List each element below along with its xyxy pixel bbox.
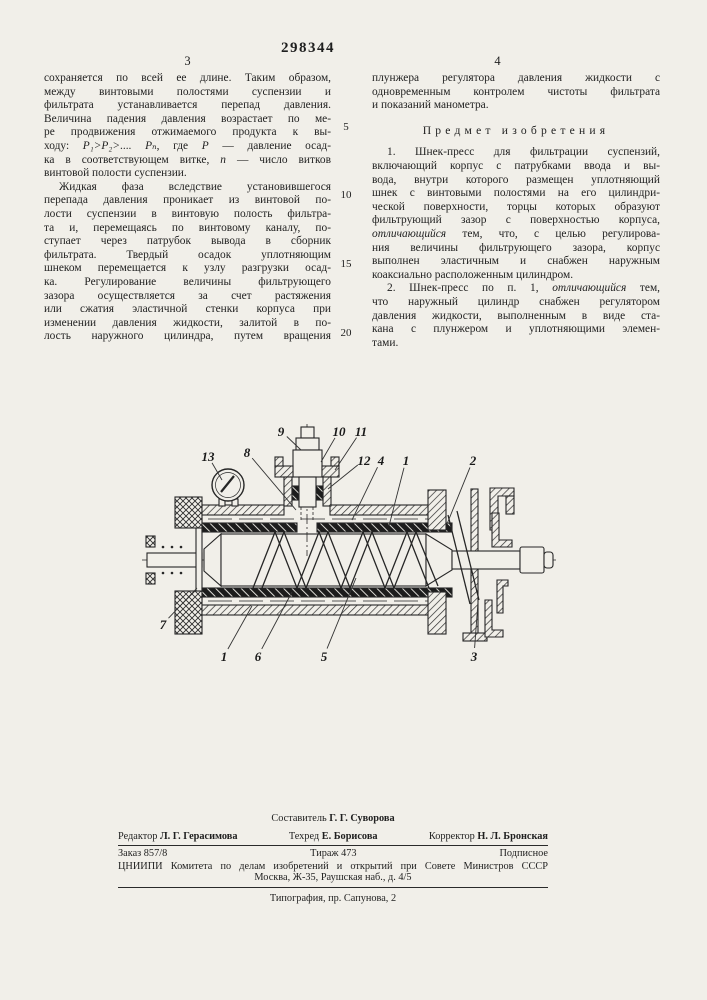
text-line: та и, перемещаясь по винтовому каналу, по- (44, 221, 331, 234)
patent-number: 298344 (281, 40, 335, 56)
text-line: отличающийся тем, что, с целью регулирова- (372, 227, 660, 240)
callout-label: 2 (469, 453, 477, 468)
text-line: 1. Шнек-пресс для фильтрации суспензий, (387, 146, 660, 159)
text-line: фильтрующий зазор с поверхностью корпуса, (372, 214, 660, 227)
text-line: перепада давления проникает из винтовой по- (44, 194, 331, 207)
callout-leader-line (389, 468, 404, 526)
screw-press-figure (140, 413, 560, 675)
callout-label: 5 (320, 649, 328, 664)
text-line: плунжера регулятора давления жидкости с (372, 72, 660, 84)
corrector-cell (429, 831, 548, 843)
text-line: Величина падения давления возрастает по ме- (44, 112, 331, 125)
left-flange-top (175, 497, 202, 528)
text-line: Жидкая фаза вследствие установившегося (59, 180, 331, 193)
page-number-left: 3 (184, 54, 191, 68)
text-line: шнек с винтовыми полостями на его цилиндри- (372, 187, 660, 200)
callout-label: 12 (357, 453, 371, 468)
right-flange-top (428, 490, 446, 530)
text-line: 2. Шнек-пресс по п. 1, отличающийся тем, (387, 282, 660, 295)
text-line: ка. Регулирование величины фильтрующего (44, 275, 331, 288)
subscription-note: Подписное (499, 848, 548, 860)
text-line: включающий корпус с патрубками ввода и вы- (372, 159, 660, 172)
callout-label: 9 (277, 424, 285, 439)
text-line: вода, внутри которого размещен уплотняющий (372, 173, 660, 186)
line-number: 10 (340, 189, 352, 201)
techred-name: Е. Борисова (321, 830, 378, 842)
address-line: Москва, Ж-35, Раушская наб., д. 4/5 (254, 872, 412, 884)
corrector-name: Н. Л. Бронская (477, 830, 548, 842)
corrector-role: Корректор (428, 830, 475, 842)
callout-label: 13 (201, 449, 215, 464)
text-line: лости суспензии в винтовую полость фильтра- (44, 207, 331, 220)
composer-line (118, 813, 548, 825)
text-line: выполнен эластичным и снабжен наружным (372, 255, 660, 268)
callout-leader-line (335, 438, 357, 470)
organization-line: ЦНИИПИ Комитета по делам изобретений и открытий при Совете Министров СССР (118, 860, 548, 872)
page-number-right: 4 (494, 54, 501, 68)
text-line: ступает через патрубок вывода в сборник (44, 235, 331, 248)
order-row (118, 848, 548, 860)
composer-name: Г. Г. Суворова (329, 813, 395, 824)
footer-rule-top (118, 845, 548, 846)
callout-leader-line (262, 592, 292, 649)
editor-role: Редактор (118, 830, 158, 842)
text-line: кана с плунжером и уплотняющими элемен- (372, 323, 660, 336)
editor-name: Л. Г. Герасимова (159, 830, 238, 842)
callout-label: 4 (377, 453, 385, 468)
text-line: тами. (372, 336, 399, 349)
composer-role: Составитель (271, 813, 327, 824)
callout-label: 7 (159, 617, 167, 632)
callout-label: 10 (332, 424, 346, 439)
input-shaft (146, 536, 202, 584)
right-flange-bottom (428, 592, 446, 634)
callout-label: 1 (220, 649, 228, 664)
text-line: ка в соответствующем витке, n — число витков (44, 153, 331, 166)
techred-cell (289, 831, 378, 843)
editor-cell (118, 831, 238, 843)
text-line: одновременным контролем чистоты фильтрата (372, 85, 660, 98)
order-number: Заказ 857/8 (118, 848, 168, 860)
right-text-column (372, 72, 660, 350)
text-line: ходу: P₁>P₂>.... Pₙ, где P — давление осад- (44, 139, 331, 152)
print-run: Тираж 473 (310, 848, 357, 860)
callout-label: 3 (470, 649, 478, 664)
text-line: фильтрата. Твердый осадок уплотняющим (44, 248, 331, 261)
text-line: или сжатия эластичной стенки корпуса при (44, 303, 331, 316)
callout-label: 8 (243, 445, 251, 460)
end-plate (196, 518, 202, 602)
line-number: 5 (343, 121, 349, 133)
footer-rule-bottom (118, 887, 548, 888)
line-number: 15 (340, 258, 352, 270)
text-line: ния величины фильтрующего зазора, корпус (372, 241, 660, 254)
printer-line: Типография, пр. Сапунова, 2 (269, 892, 397, 904)
text-line: ческой поверхности, торцы которых образуют (372, 200, 660, 213)
text-line: лость наружного цилиндра, путем вращения (44, 330, 331, 343)
text-line: изменении давления жидкости, залитой в по- (44, 316, 331, 329)
text-line: давления жидкости, выполненным в виде ста- (372, 309, 660, 322)
text-line: фильтрата устанавливается перепад давления. (44, 99, 331, 112)
text-line: коаксиально расположенным цилиндром. (372, 268, 574, 281)
imprint-footer (118, 813, 548, 905)
text-line: зазора осуществляется за счет растяжения (44, 289, 331, 302)
callout-label: 11 (354, 424, 368, 439)
line-number: 20 (340, 327, 352, 339)
text-line: между винтовыми полостями суспензии и (44, 85, 331, 98)
text-line: и показаний манометра. (372, 99, 489, 112)
section-heading: Предмет изобретения (422, 123, 610, 137)
editors-row (118, 831, 548, 843)
callout-label: 1 (402, 453, 410, 468)
text-line: сохраняется по всей ее длине. Таким образом, (44, 72, 331, 84)
left-text-column (44, 72, 331, 344)
pressure-gauge-icon (212, 469, 244, 506)
techred-role: Техред (288, 830, 320, 842)
text-line: винтовой полости суспензии. (44, 167, 187, 180)
text-line: ре продвижения отжимаемого продукта к вы- (44, 126, 331, 139)
callout-label: 6 (254, 649, 262, 664)
line-numbers (334, 0, 358, 400)
text-line: шнеком перемещается к узлу разгрузки осад- (44, 262, 331, 275)
text-line: что наружный цилиндр снабжен регулятором (372, 295, 660, 308)
